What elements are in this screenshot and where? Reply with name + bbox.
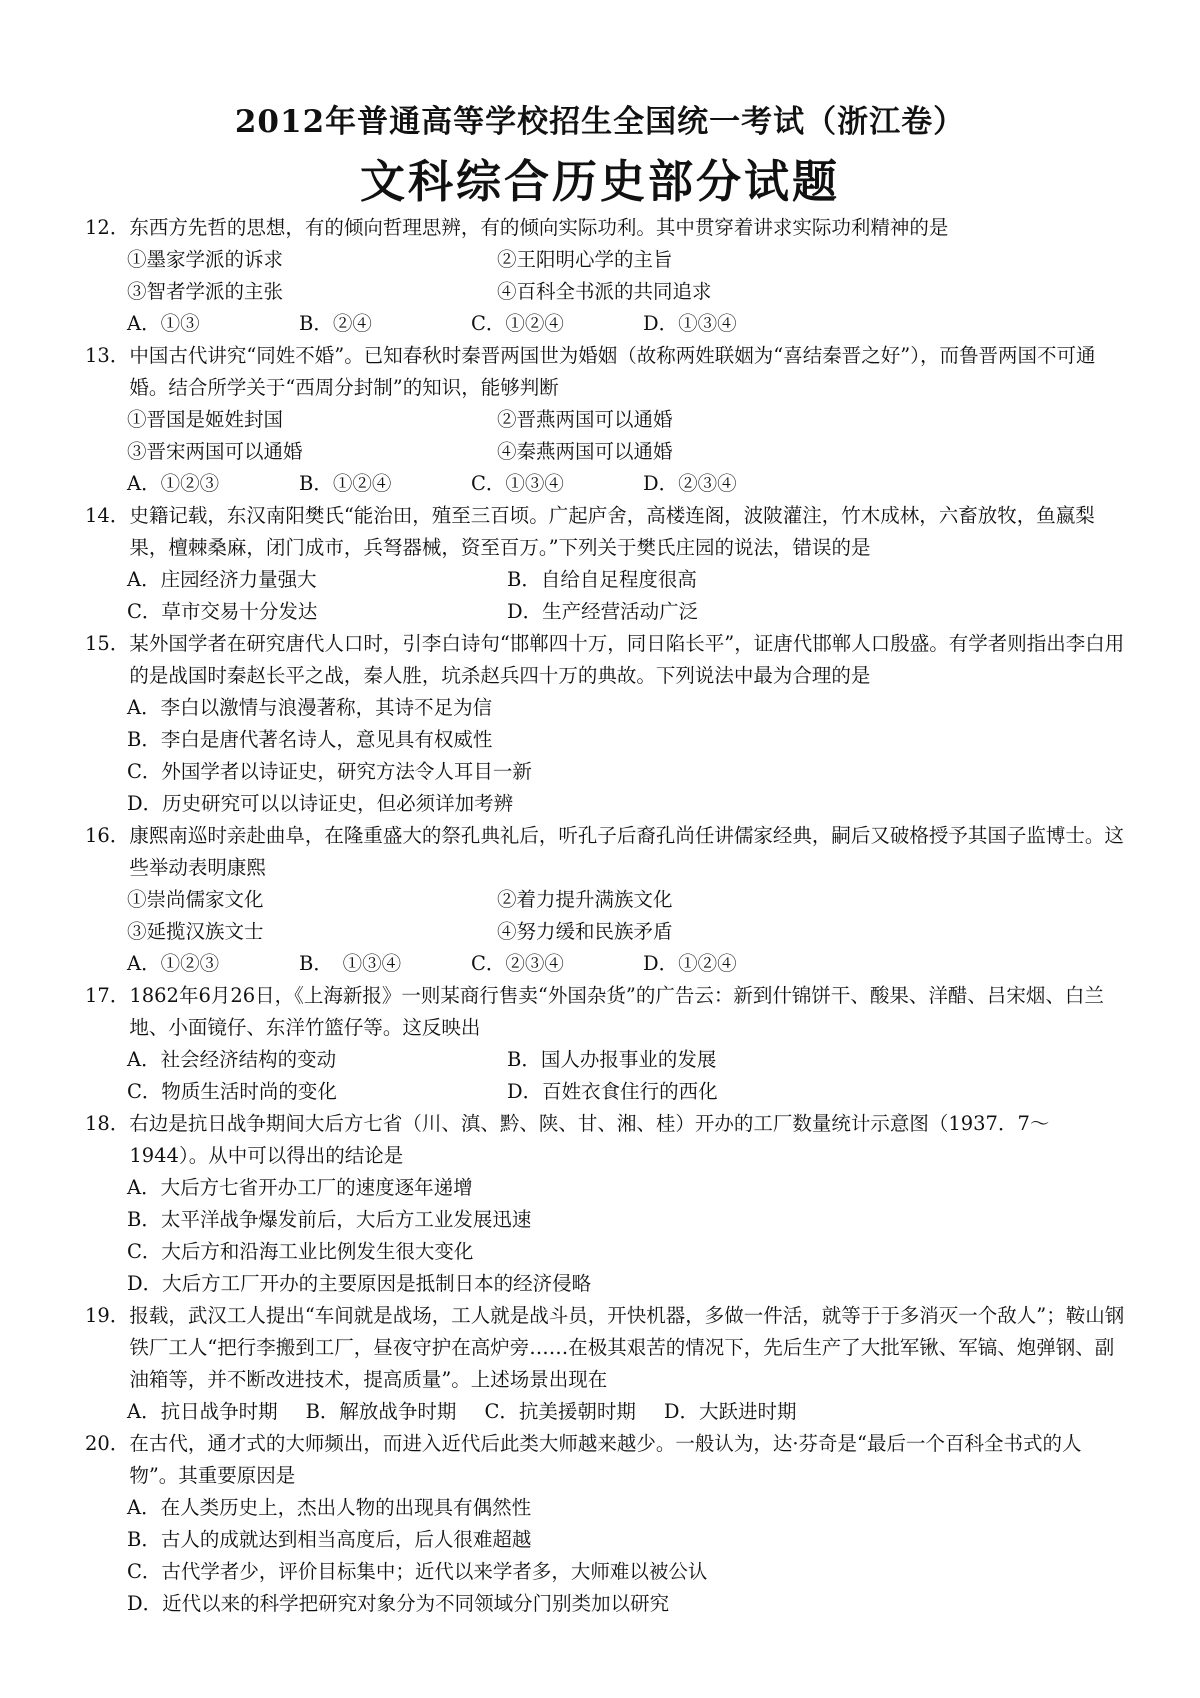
question-number: 15． [85, 632, 130, 655]
question-13 [85, 340, 1125, 500]
question-stem: 1862年6月26日，《上海新报》一则某商行售卖“外国杂货”的广告云：新到什锦饼干、酸果、洋醋、吕宋烟、白兰地、小面镜仔、东洋竹篮仔等。这反映出 [129, 984, 1104, 1039]
answer-option-c: C．物质生活时尚的变化 [127, 1080, 337, 1103]
statement-item: ①晋国是姬姓封国 [127, 408, 284, 431]
question-number: 12． [85, 216, 130, 239]
answer-option-b: B． ①③④ [299, 952, 402, 975]
answer-option-c: C．②③④ [471, 952, 564, 975]
answer-option-c: C．抗美援朝时期 [484, 1400, 636, 1423]
answer-option-b: B．李白是唐代著名诗人，意见具有权威性 [127, 728, 493, 751]
question-number: 20． [85, 1432, 130, 1455]
answer-option-d: D．大跃进时期 [663, 1400, 797, 1423]
answer-option-c: C．大后方和沿海工业比例发生很大变化 [127, 1240, 474, 1263]
question-stem: 东西方先哲的思想，有的倾向哲理思辨，有的倾向实际功利。其中贯穿着讲求实际功利精神的是 [129, 216, 949, 239]
answer-option-d: D．大后方工厂开办的主要原因是抵制日本的经济侵略 [127, 1272, 592, 1295]
answer-option-c: C．外国学者以诗证史，研究方法令人耳目一新 [127, 760, 532, 783]
answer-option-b: B．古人的成就达到相当高度后，后人很难超越 [127, 1528, 532, 1551]
statement-item: ③晋宋两国可以通婚 [127, 440, 303, 463]
question-stem: 在古代，通才式的大师频出，而进入近代后此类大师越来越少。一般认为，达·芬奇是“最后一个百科全书式的人物”。其重要原因是 [129, 1432, 1082, 1487]
question-14 [85, 500, 1125, 628]
answer-option-c: C．①③④ [471, 472, 564, 495]
answer-option-c: C．草市交易十分发达 [127, 600, 318, 623]
statement-item: ②王阳明心学的主旨 [497, 248, 673, 271]
answer-option-a: A．李白以激情与浪漫著称，其诗不足为信 [127, 696, 493, 719]
answer-option-d: D．近代以来的科学把研究对象分为不同领域分门别类加以研究 [127, 1592, 670, 1615]
question-number: 13． [85, 344, 130, 367]
question-19 [85, 1300, 1125, 1428]
question-17 [85, 980, 1125, 1108]
question-number: 18． [85, 1112, 130, 1135]
answer-option-b: B．①②④ [299, 472, 392, 495]
question-stem: 报载，武汉工人提出“车间就是战场，工人就是战斗员，开快机器，多做一件活，就等于于多消灭一个敌人”；鞍山钢铁厂工人“把行李搬到工厂，昼夜守护在高炉旁……在极其艰苦的情况下，先后生产了大批军锹、军镐、炮弹钢、副油箱等，并不断改进技术，提高质量”。上述场景出现在 [129, 1304, 1125, 1391]
question-stem: 康熙南巡时亲赴曲阜，在隆重盛大的祭孔典礼后，听孔子后裔孔尚任讲儒家经典，嗣后又破格授予其国子监博士。这些举动表明康熙 [129, 824, 1124, 879]
answer-option-d: D．②③④ [643, 472, 737, 495]
answer-option-a: A．社会经济结构的变动 [127, 1048, 337, 1071]
answer-option-b: B．解放战争时期 [305, 1400, 457, 1423]
answer-option-b: B．自给自足程度很高 [507, 568, 697, 591]
answer-option-d: D．①③④ [643, 312, 737, 335]
answer-option-a: A．抗日战争时期 [127, 1400, 278, 1423]
question-stem: 某外国学者在研究唐代人口时，引李白诗句“邯郸四十万，同日陷长平”，证唐代邯郸人口殷盛。有学者则指出李白用的是战国时秦赵长平之战，秦人胜，坑杀赵兵四十万的典故。下列说法中最为合理的是 [129, 632, 1125, 687]
answer-option-d: D．历史研究可以以诗证史，但必须详加考辨 [127, 792, 514, 815]
statement-item: ③延揽汉族文士 [127, 920, 264, 943]
question-15 [85, 628, 1125, 820]
statement-item: ②着力提升满族文化 [497, 888, 673, 911]
statement-item: ④秦燕两国可以通婚 [497, 440, 673, 463]
statement-item: ②晋燕两国可以通婚 [497, 408, 673, 431]
answer-option-b: B．太平洋战争爆发前后，大后方工业发展迅速 [127, 1208, 532, 1231]
question-number: 19． [85, 1304, 130, 1327]
answer-option-a: A．庄园经济力量强大 [127, 568, 317, 591]
answer-option-d: D．①②④ [643, 952, 737, 975]
exam-subtitle: 文科综合历史部分试题 [359, 155, 840, 208]
answer-option-a: A．①②③ [127, 952, 220, 975]
question-stem: 右边是抗日战争期间大后方七省（川、滇、黔、陕、甘、湘、桂）开办的工厂数量统计示意图（1937．7～1944）。从中可以得出的结论是 [129, 1112, 1050, 1167]
question-12 [85, 212, 1125, 340]
statement-item: ④百科全书派的共同追求 [497, 280, 712, 303]
answer-option-b: B．国人办报事业的发展 [507, 1048, 717, 1071]
question-18 [85, 1108, 1125, 1300]
question-stem: 史籍记载，东汉南阳樊氏“能治田，殖至三百顷。广起庐舍，高楼连阁，波陂灌注，竹木成林，六畜放牧，鱼嬴梨果，檀棘桑麻，闭门成市，兵弩器械，资至百万。”下列关于樊氏庄园的说法，错误的是 [129, 504, 1095, 559]
statement-item: ③智者学派的主张 [127, 280, 284, 303]
answer-option-c: C．古代学者少，评价目标集中；近代以来学者多，大师难以被公认 [127, 1560, 708, 1583]
statement-item: ④努力缓和民族矛盾 [497, 920, 673, 943]
exam-title: 2012年普通高等学校招生全国统一考试（浙江卷） [234, 104, 966, 140]
statement-item: ①崇尚儒家文化 [127, 888, 264, 911]
answer-option-d: D．生产经营活动广泛 [507, 600, 699, 623]
answer-option-a: A．大后方七省开办工厂的速度逐年递增 [127, 1176, 473, 1199]
answer-option-c: C．①②④ [471, 312, 564, 335]
question-number: 17． [85, 984, 130, 1007]
question-number: 14． [85, 504, 130, 527]
question-stem: 中国古代讲究“同姓不婚”。已知春秋时秦晋两国世为婚姻（故称两姓联姻为“喜结秦晋之好”），而鲁晋两国不可通婚。结合所学关于“西周分封制”的知识，能够判断 [129, 344, 1096, 399]
answer-option-a: A．在人类历史上，杰出人物的出现具有偶然性 [127, 1496, 532, 1519]
answer-option-a: A．①③ [127, 312, 200, 335]
answer-option-a: A．①②③ [127, 472, 220, 495]
answer-option-d: D．百姓衣食住行的西化 [507, 1080, 718, 1103]
answer-option-b: B．②④ [299, 312, 372, 335]
question-number: 16． [85, 824, 130, 847]
statement-item: ①墨家学派的诉求 [127, 248, 284, 271]
question-20 [85, 1428, 1125, 1620]
questions-list [85, 212, 1125, 1620]
question-16 [85, 820, 1125, 980]
